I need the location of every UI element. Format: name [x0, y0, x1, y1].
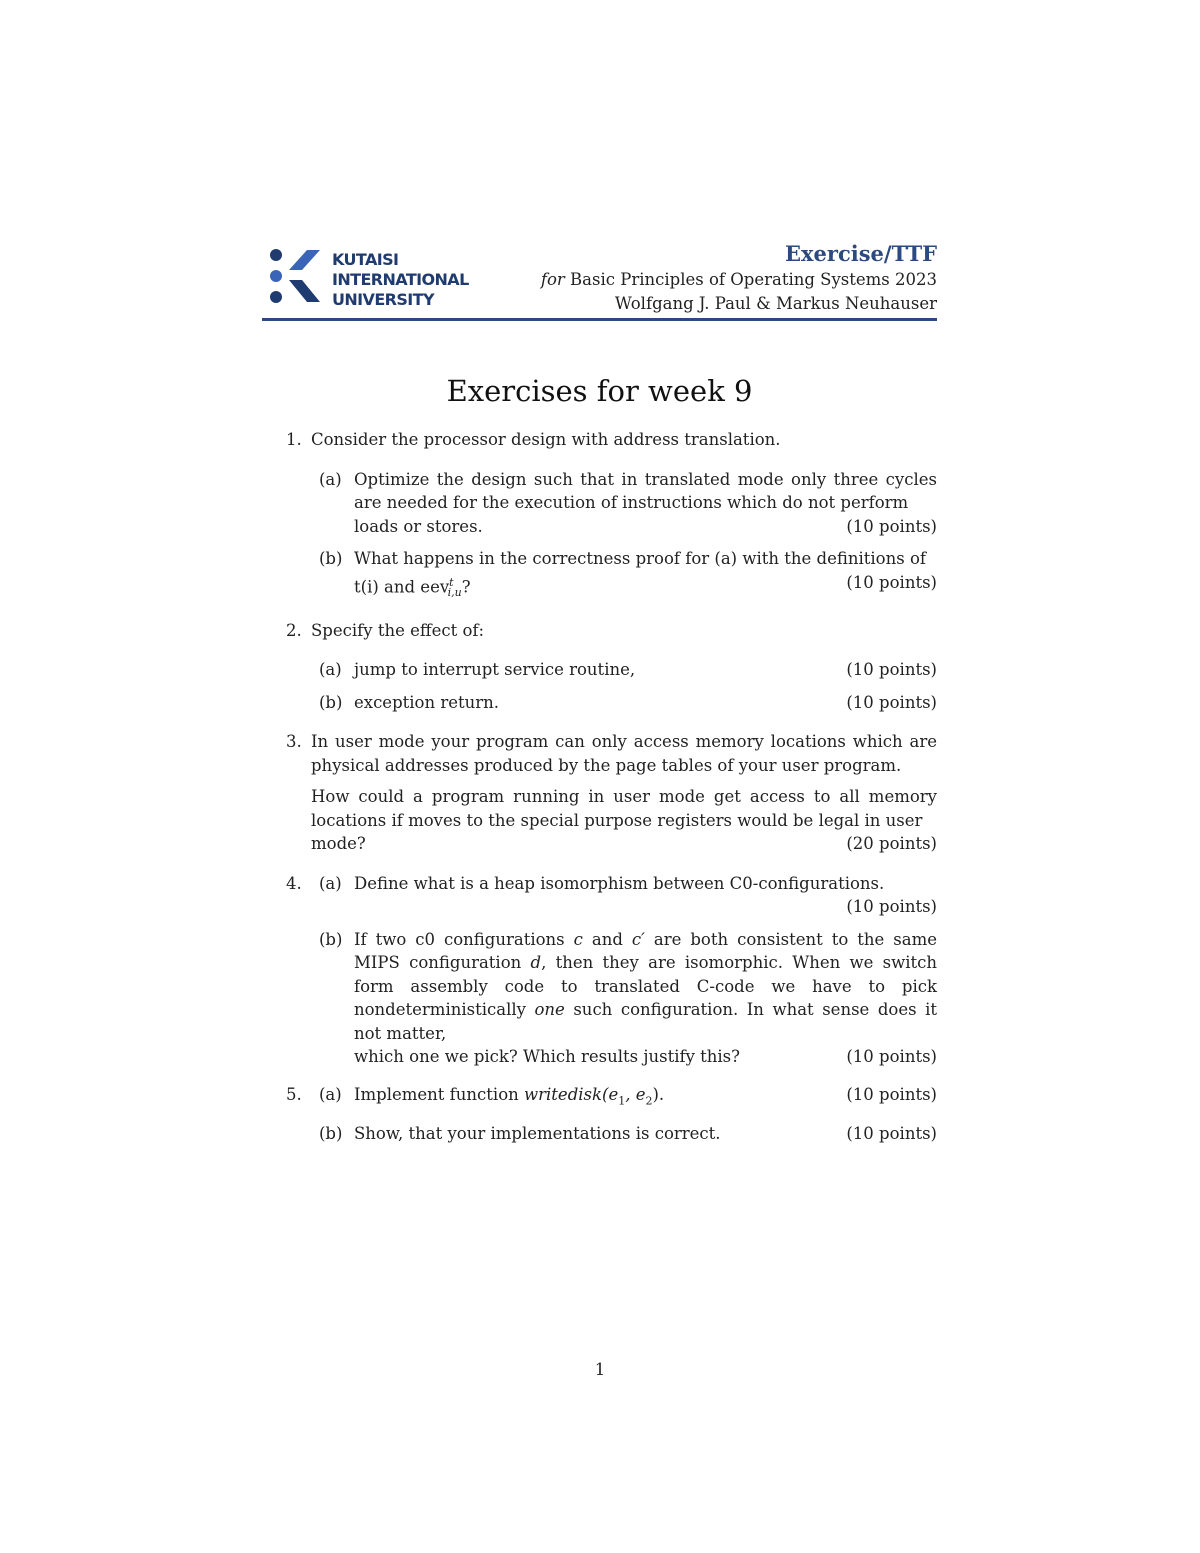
subquestion-label: (b) [319, 549, 343, 568]
subquestion-label: (b) [319, 929, 343, 949]
subquestion-label: (a) [319, 660, 342, 680]
question-number: 1. [286, 430, 302, 449]
course-line [541, 268, 937, 292]
subquestion-5b [311, 1122, 937, 1146]
math-var: d [530, 953, 542, 973]
logo-line-3: UNIVERSITY [332, 290, 434, 309]
subquestion-label: (a) [319, 873, 342, 893]
question-number: 5. [286, 1084, 302, 1104]
question-mark: ? [461, 577, 471, 596]
math-args: ). [652, 1084, 665, 1104]
logo-wordmark [332, 250, 469, 310]
question-1 [286, 428, 937, 605]
document-header [262, 240, 937, 324]
points-label: (10 points) [846, 516, 937, 536]
text-fragment: , then they are isomorphic. When we switch form assembly code to translated C-code we have to pick nondeterministically [354, 953, 937, 1020]
subquestion-text: What happens in the correctness proof for (a) with the definitions of [354, 549, 926, 568]
subquestion-2b [311, 691, 937, 715]
question-number: 3. [286, 732, 302, 752]
exercise-list [286, 428, 937, 1159]
math-var: c [573, 929, 583, 949]
question-4 [286, 872, 937, 1069]
university-logo [262, 246, 469, 316]
question-text: Specify the effect of: [311, 620, 485, 640]
subquestion-1a [311, 468, 937, 539]
header-rule [262, 318, 937, 321]
subquestion-text: exception return. [354, 692, 500, 712]
page-number: 1 [594, 1360, 606, 1379]
points-label: (10 points) [846, 692, 937, 712]
question-5 [286, 1083, 937, 1145]
header-info [541, 240, 937, 316]
subquestion-label: (b) [319, 1123, 343, 1143]
subquestion-text: Optimize the design such that in translated mode only three cycles are needed for the execution of instructions which do not perform [354, 469, 937, 512]
points-label: (10 points) [846, 1123, 937, 1143]
subquestion-text: Define what is a heap isomorphism between C0-configurations. [354, 873, 885, 893]
math-args: , e [625, 1084, 646, 1104]
function-name: writedisk [524, 1084, 603, 1104]
logo-line-1: KUTAISI [332, 250, 399, 269]
text-fragment: such configuration. In what sense does it not matter, [354, 1000, 937, 1043]
subquestion-4b [311, 928, 937, 1069]
math-subscript: i,u [447, 586, 462, 600]
math-var: c′ [631, 929, 645, 949]
course-prefix: for [540, 270, 565, 289]
subquestion-label: (a) [319, 469, 342, 489]
question-2 [286, 619, 937, 715]
subquestion-text: jump to interrupt service routine, [354, 660, 636, 680]
text-fragment: are both consistent to the same MIPS configuration [354, 929, 937, 973]
question-number: 4. [286, 873, 302, 893]
text-fragment: If two c0 configurations [354, 929, 565, 949]
subquestion-label: (a) [319, 1084, 342, 1104]
subquestion-text [354, 1083, 664, 1113]
question-text: In user mode your program can only access memory locations which are physical addresses produced by the page tables of your user program. [311, 732, 937, 775]
question-3 [286, 730, 937, 856]
math-args: (e [602, 1084, 619, 1104]
emphasis: one [534, 1000, 565, 1020]
points-label: (10 points) [846, 1084, 937, 1104]
logo-line-2: INTERNATIONAL [332, 270, 469, 289]
header-title: Exercise/TTF [785, 241, 937, 266]
subquestion-2a [311, 658, 937, 682]
subquestion-text-end: which one we pick? Which results justify this? [354, 1047, 740, 1067]
page-title: Exercises for week 9 [446, 374, 753, 408]
authors-line: Wolfgang J. Paul & Markus Neuhauser [614, 294, 937, 313]
question-number: 2. [286, 620, 302, 640]
subquestion-text-end: loads or stores. [354, 516, 483, 536]
points-label: (10 points) [846, 660, 937, 680]
subquestion-label: (b) [319, 692, 343, 712]
kiu-logo-icon [262, 246, 324, 308]
subquestion-text-end [354, 571, 471, 605]
subquestion-text: Show, that your implementations is correct. [354, 1123, 721, 1143]
points-label: (10 points) [846, 1047, 937, 1067]
question-text: Consider the processor design with address translation. [311, 430, 781, 449]
subquestion-4a [286, 872, 937, 919]
subquestion-5a [286, 1083, 937, 1113]
text-fragment: Implement function [354, 1084, 519, 1104]
math-subscript: 2 [645, 1094, 653, 1108]
subquestion-1b [311, 547, 937, 605]
question-paragraph: How could a program running in user mode get access to all memory locations if moves to the special purpose registers would be legal in user [311, 787, 937, 830]
points-label: (10 points) [846, 572, 937, 592]
points-label: (20 points) [846, 834, 937, 854]
math-expression: t(i) and eev [354, 577, 450, 596]
course-name: Basic Principles of Operating Systems 2023 [570, 270, 937, 289]
points-label: (10 points) [846, 897, 937, 917]
math-subscript: 1 [618, 1094, 626, 1108]
math-superscript: t [449, 575, 454, 589]
text-fragment: and [591, 929, 623, 949]
paragraph-end: mode? [311, 834, 366, 854]
